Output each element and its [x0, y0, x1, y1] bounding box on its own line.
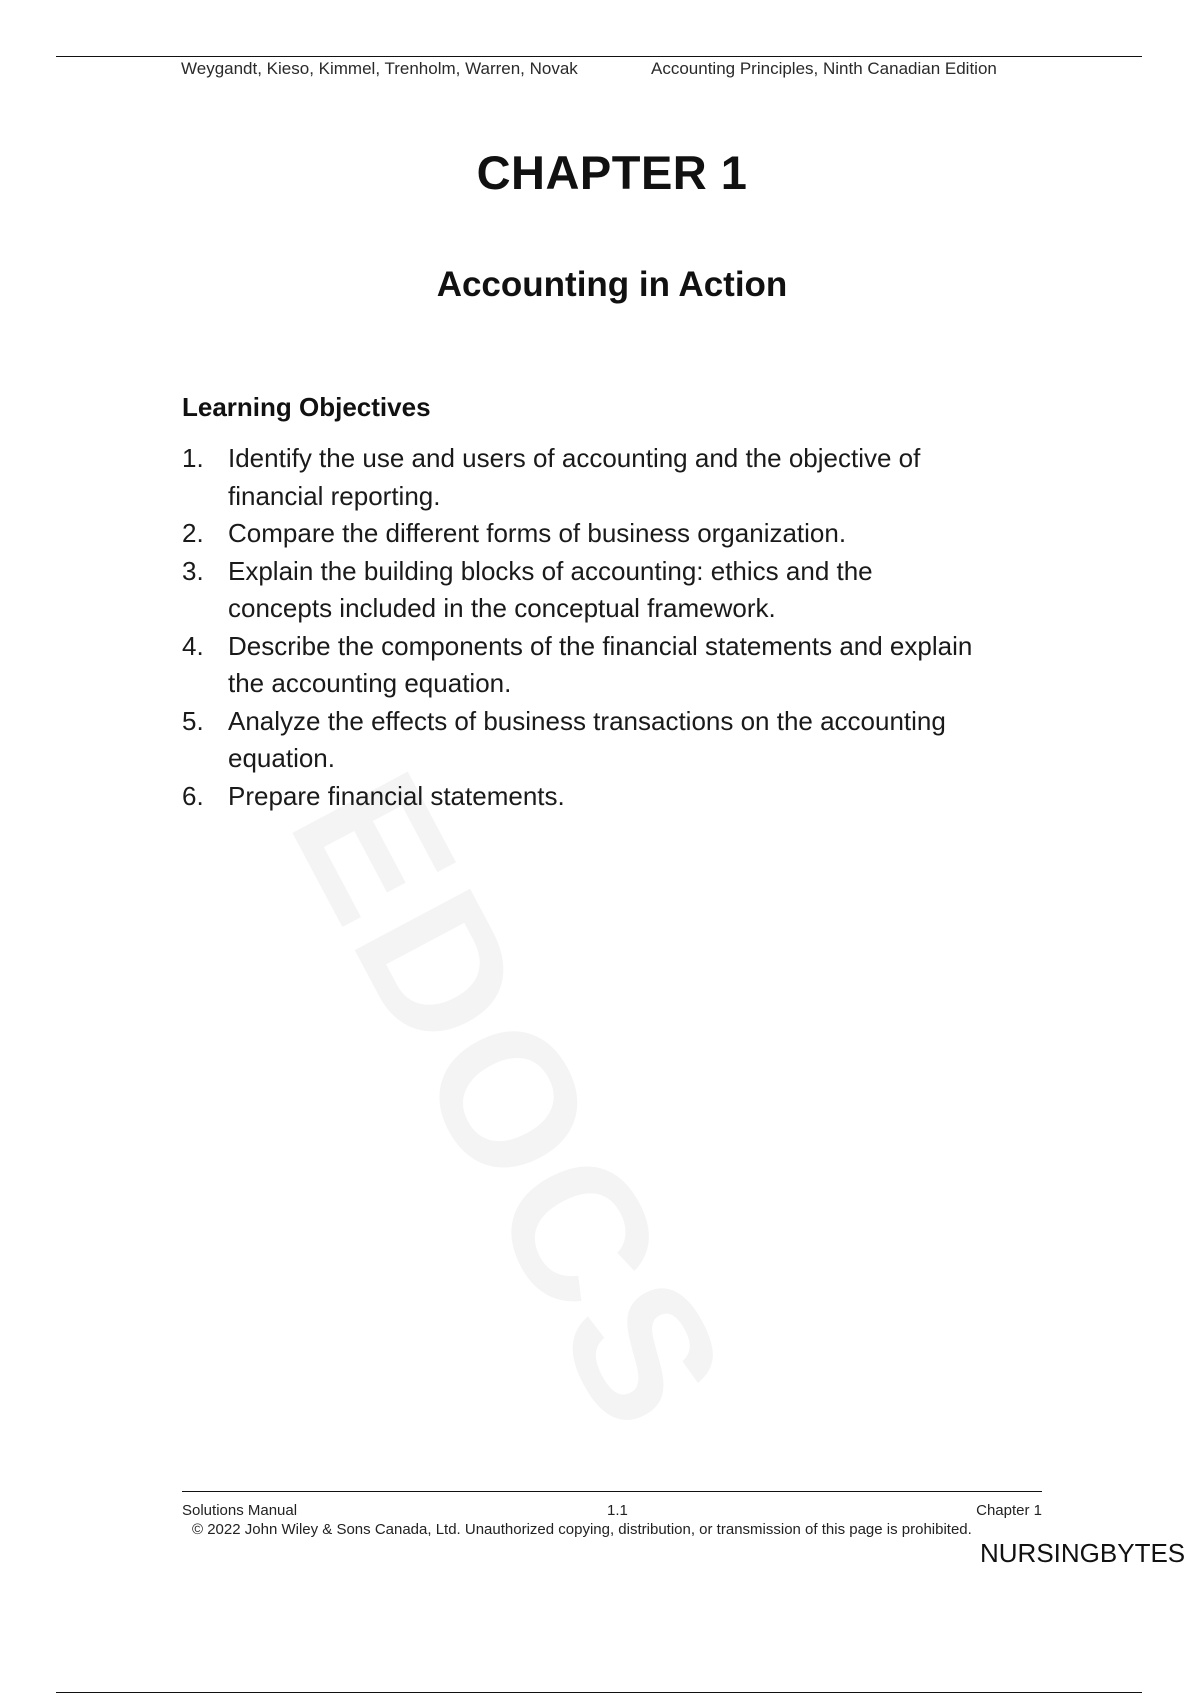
learning-objectives-heading: Learning Objectives — [182, 392, 431, 422]
objective-number: 1. — [182, 443, 204, 473]
objective-text: Prepare financial statements. — [228, 780, 565, 811]
bottom-rule — [56, 1692, 1142, 1693]
objective-item — [182, 440, 982, 515]
page-number: 1.1 — [607, 1502, 628, 1519]
objective-number: 5. — [182, 705, 204, 736]
footer-rule — [182, 1491, 1042, 1492]
header-rule — [56, 56, 1142, 57]
copyright-notice: © 2022 John Wiley & Sons Canada, Ltd. Unauthorized copying, distribution, or transmission of this page is prohibited. — [192, 1521, 972, 1538]
objective-text: Explain the building blocks of accounting: ethics and the concepts included in the conceptual framework. — [228, 555, 873, 623]
objective-number: 3. — [182, 555, 204, 586]
objective-text: Compare the different forms of business organization. — [228, 518, 847, 548]
objective-number: 2. — [182, 518, 204, 548]
objective-item — [182, 515, 982, 553]
chapter-title: CHAPTER 1 — [476, 146, 748, 199]
learning-objectives-list — [182, 440, 982, 815]
footer-manual-label: Solutions Manual — [182, 1502, 298, 1519]
objective-item — [182, 703, 982, 778]
objective-item — [182, 553, 982, 628]
objective-number: 6. — [182, 780, 204, 811]
objective-text: Describe the components of the financial statements and explain the accounting equation. — [228, 630, 973, 698]
chapter-subtitle: Accounting in Action — [436, 265, 788, 304]
objective-item — [182, 628, 982, 703]
objective-number: 4. — [182, 630, 204, 661]
objective-text: Analyze the effects of business transactions on the accounting equation. — [228, 705, 946, 773]
footer-chapter-label: Chapter 1 — [976, 1502, 1042, 1519]
objective-item — [182, 778, 982, 816]
objective-text: Identify the use and users of accounting and the objective of financial reporting. — [228, 443, 921, 511]
watermark — [248, 740, 772, 1465]
header-book-title: Accounting Principles, Ninth Canadian Edition — [651, 59, 997, 78]
brand-mark: NURSINGBYTES — [980, 1538, 1186, 1568]
header-authors: Weygandt, Kieso, Kimmel, Trenholm, Warren, Novak — [181, 59, 578, 78]
